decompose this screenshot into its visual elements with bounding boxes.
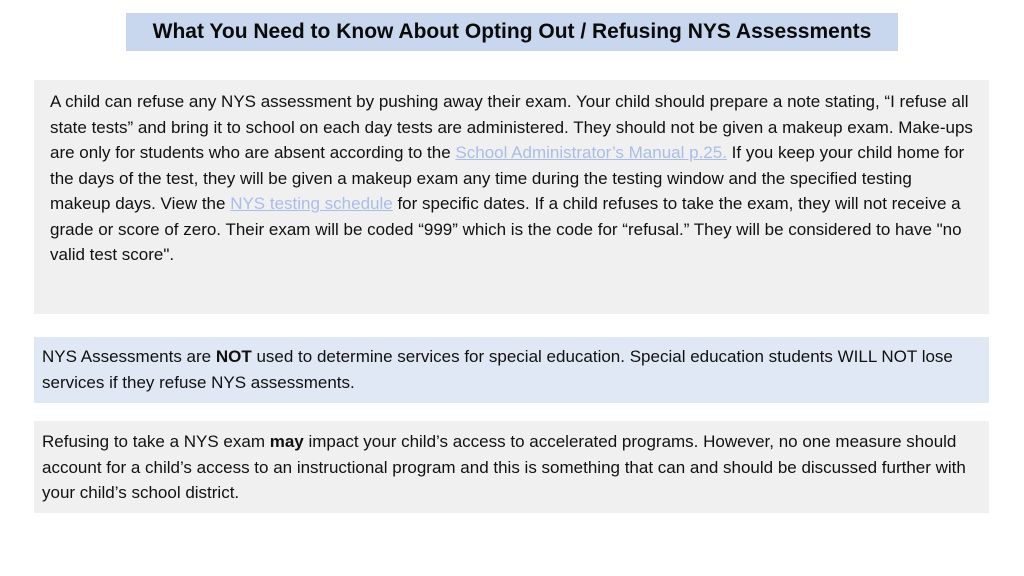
accelerated-text-2: impact your child’s access to accelerated programs. However, no one measure should account for a child’s access to an instructional program and this is something that can and should be discussed further with your child’s school district.: [42, 432, 966, 502]
page-title: What You Need to Know About Opting Out / Refusing NYS Assessments: [152, 20, 872, 43]
title-banner: [126, 13, 898, 51]
special-ed-text-2: used to determine services for special education. Special education students WILL NOT lose services if they refuse NYS assessments.: [42, 347, 953, 392]
accelerated-emphasis: may: [269, 432, 304, 451]
refusal-text-2: If you keep your child home for the days of the test, they will be given a makeup exam any time during the testing window and the specified testing makeup days. View the: [50, 143, 965, 213]
special-ed-text-1: NYS Assessments are: [42, 347, 216, 366]
nys-testing-schedule-link[interactable]: NYS testing schedule: [230, 194, 393, 213]
accelerated-text-1: Refusing to take a NYS exam: [42, 432, 270, 451]
special-ed-emphasis: NOT: [215, 347, 252, 366]
accelerated-programs-panel: [34, 421, 989, 513]
refusal-info-panel: [34, 80, 989, 314]
refusal-text-3: for specific dates. If a child refuses to take the exam, they will not receive a grade or score of zero. Their exam will be coded “999” which is the code for “refusal.” They will be considered to have "no valid test score".: [50, 194, 962, 264]
school-administrator-manual-link[interactable]: School Administrator’s Manual p.25.: [455, 143, 727, 162]
special-education-panel: [34, 337, 989, 403]
refusal-text-1: A child can refuse any NYS assessment by pushing away their exam. Your child should prepare a note stating, “I refuse all state tests” and bring it to school on each day tests are administered. They should not be given a makeup exam. Make-ups are only for students who are absent according to the: [50, 92, 973, 162]
